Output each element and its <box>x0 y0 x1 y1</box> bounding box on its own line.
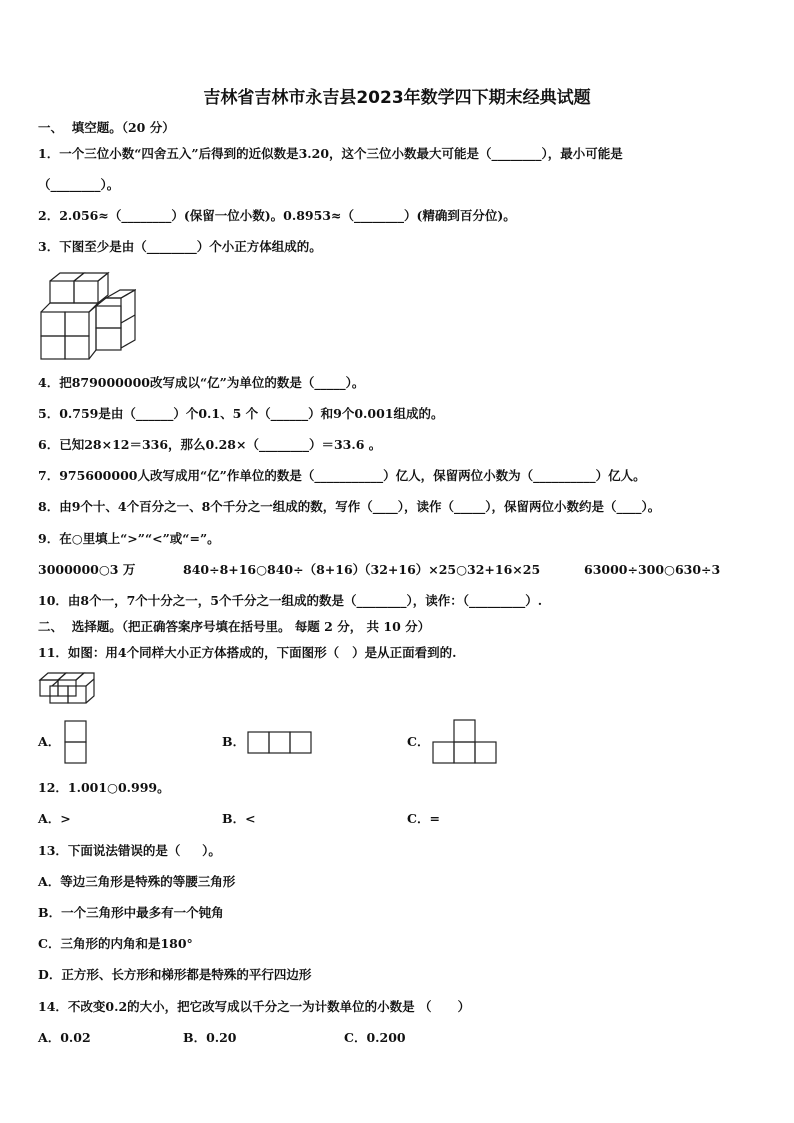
question-10: 10．由8个一，7个十分之一，5个千分之一组成的数是（________），读作：（_________）. <box>38 593 543 608</box>
q12-option-a[interactable]: A．> <box>38 811 71 826</box>
section-fill-in: 一、 填空题。（20 分） <box>38 120 175 135</box>
q12-option-c[interactable]: C．= <box>407 811 440 826</box>
option-a-shape <box>64 720 87 765</box>
question-2: 2．2.056≈（________）(保留一位小数)。0.8953≈（________）(精确到百分位)。 <box>38 208 516 223</box>
question-14: 14．不改变0.2的大小，把它改写成以千分之一为计数单位的小数是 （ ） <box>38 999 471 1014</box>
q11-option-b[interactable]: B． <box>222 734 246 749</box>
question-12: 12．1.001○0.999。 <box>38 780 170 795</box>
q13-option-b[interactable]: B．一个三角形中最多有一个钝角 <box>38 905 224 920</box>
option-b-shape <box>247 731 313 754</box>
q11-option-a[interactable]: A． <box>38 734 61 749</box>
question-8: 8．由9个十、4个百分之一、8个千分之一组成的数，写作（____），读作（_____），保留两位小数约是（____）。 <box>38 499 661 514</box>
q12-option-b[interactable]: B．< <box>222 811 256 826</box>
q9-item-3: （32+16）×25○32+16×25 <box>358 562 541 577</box>
q11-option-c[interactable]: C． <box>407 734 430 749</box>
q13-option-d[interactable]: D．正方形、长方形和梯形都是特殊的平行四边形 <box>38 967 312 982</box>
page-title: 吉林省吉林市永吉县2023年数学四下期末经典试题 <box>203 88 591 108</box>
question-7: 7．975600000人改写成用“亿”作单位的数是（___________）亿人，保留两位小数为（__________）亿人。 <box>38 468 646 483</box>
option-c-shape <box>432 719 498 765</box>
question-5: 5．0.759是由（______）个0.1、5 个（______）和9个0.001组成的。 <box>38 406 444 421</box>
q14-option-a[interactable]: A．0.02 <box>38 1030 91 1045</box>
q14-option-c[interactable]: C．0.200 <box>344 1030 406 1045</box>
section-choice: 二、 选择题。（把正确答案序号填在括号里。 每题 2 分， 共 10 分） <box>38 619 431 634</box>
question-3: 3．下图至少是由（________）个小正方体组成的。 <box>38 239 322 254</box>
row-cubes-figure <box>38 670 100 710</box>
q13-option-a[interactable]: A．等边三角形是特殊的等腰三角形 <box>38 874 236 889</box>
question-9: 9．在○里填上“>”“<”或“=”。 <box>38 531 220 546</box>
cube-stack-figure <box>40 270 136 362</box>
q9-item-1: 3000000○3 万 <box>38 562 136 577</box>
question-13: 13．下面说法错误的是（ ）。 <box>38 843 221 858</box>
q14-option-b[interactable]: B．0.20 <box>183 1030 237 1045</box>
question-11: 11．如图：用4个同样大小正方体搭成的，下面图形（ ）是从正面看到的. <box>38 645 457 660</box>
q13-option-c[interactable]: C．三角形的内角和是180° <box>38 936 193 951</box>
q9-item-4: 63000÷300○630÷3 <box>584 562 721 577</box>
question-4: 4．把879000000改写成以“亿”为单位的数是（_____）。 <box>38 375 365 390</box>
question-1-cont: （________）。 <box>38 177 120 192</box>
q9-item-2: 840÷8+16○840÷（8+16） <box>183 562 366 577</box>
question-1: 1．一个三位小数“四舍五入”后得到的近似数是3.20，这个三位小数最大可能是（________），最小可能是 <box>38 146 623 161</box>
question-6: 6．已知28×12＝336，那么0.28×（________）＝33.6 。 <box>38 437 382 452</box>
